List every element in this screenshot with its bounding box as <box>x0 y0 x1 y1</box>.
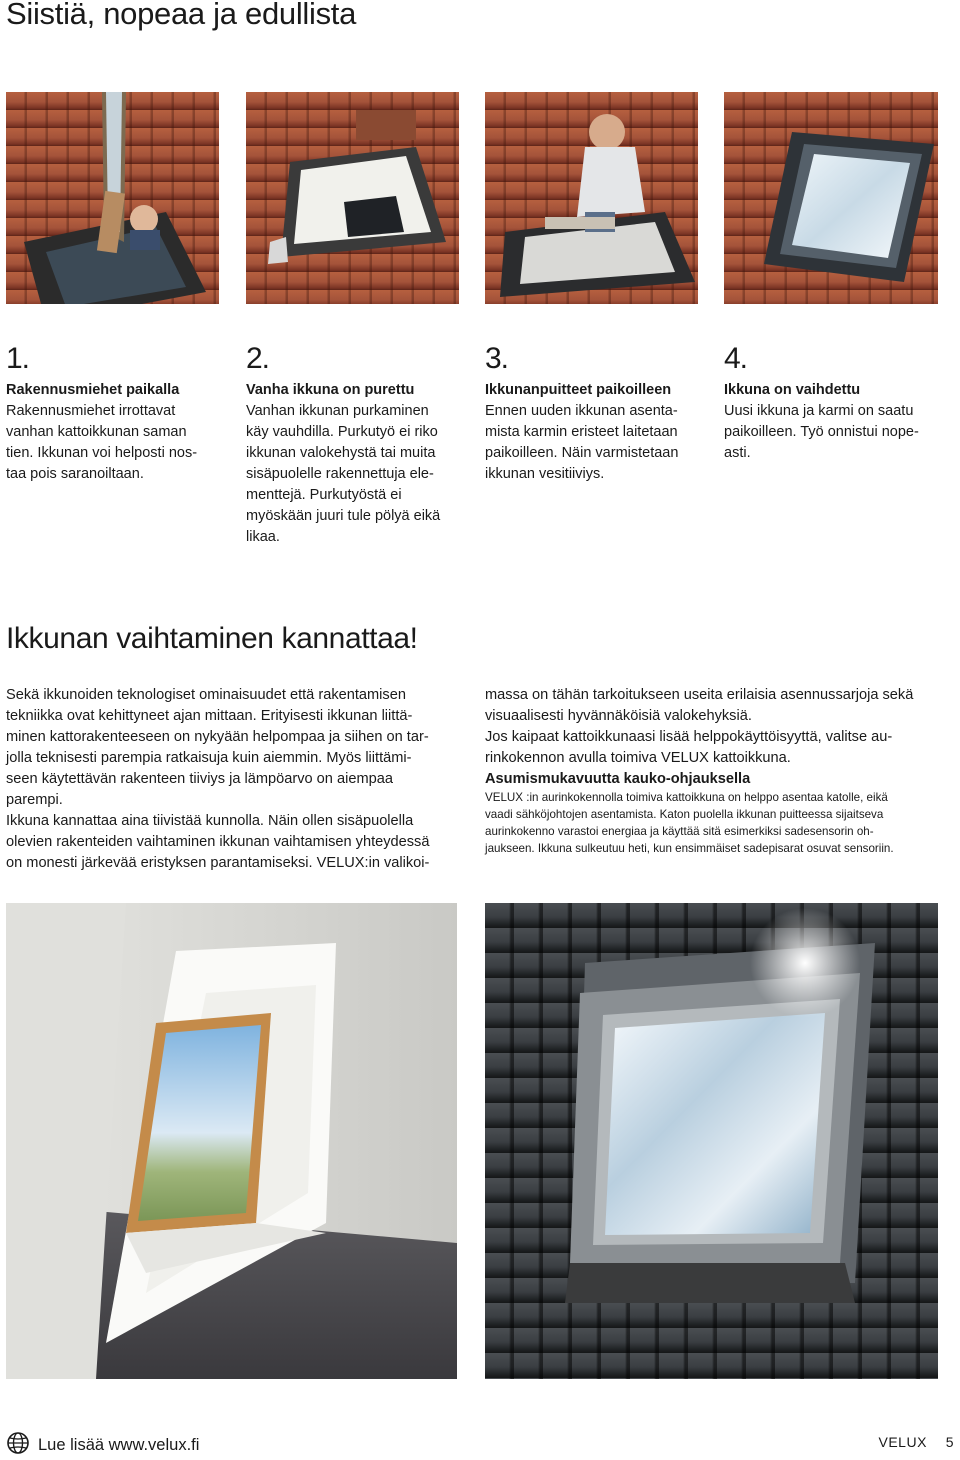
photo-step-2-illustration <box>246 92 459 304</box>
step-number: 2. <box>246 342 270 375</box>
photo-step-2 <box>246 92 459 304</box>
body-column-right <box>485 685 945 857</box>
section-heading: Ikkunan vaihtaminen kannattaa! <box>6 622 418 655</box>
photo-step-1-illustration <box>6 92 219 304</box>
step-title: Vanha ikkuna on purettu <box>246 382 415 398</box>
photo-roof-window-illustration <box>485 903 938 1379</box>
photo-roof-window <box>485 903 938 1379</box>
step-number: 3. <box>485 342 509 375</box>
footer-link[interactable] <box>6 1431 199 1460</box>
step-4 <box>724 344 946 464</box>
small-text: VELUX :in aurinkokennolla toimiva kattoikkuna on helppo asentaa katolle, eikä vaadi sähköjohtojen asentamista. Katon puolella ikkunan puitteessa sijaitseva aurinkokenno varastoi energiaa ja käyttää sitä esimerkiksi sadesensorin oh- jaukseen. Ikkuna sulkeutuu heti, kun ensimmäiset sadepisarat osuvat sensoriin. <box>485 791 894 855</box>
footer-brand: VELUX <box>878 1434 927 1450</box>
page-number: 5 <box>945 1434 954 1450</box>
step-title: Rakennusmiehet paikalla <box>6 382 180 398</box>
step-body: Rakennusmiehet irrottavat vanhan kattoikkunan saman tien. Ikkunan voi helposti nos- taa pois saranoiltaan. <box>6 403 198 482</box>
step-3 <box>485 344 707 485</box>
page-title: Siistiä, nopeaa ja edullista <box>6 0 357 31</box>
subheading: Asumismukavuutta kauko-ohjauksella <box>485 771 751 787</box>
step-title: Ikkuna on vaihdettu <box>724 382 861 398</box>
step-number: 1. <box>6 342 30 375</box>
photo-step-4 <box>724 92 938 304</box>
step-title: Ikkunanpuitteet paikoilleen <box>485 382 672 398</box>
step-body: Uusi ikkuna ja karmi on saatu paikoilleen. Työ onnistui nope- asti. <box>724 403 919 461</box>
step-body: Vanhan ikkunan purkaminen käy vauhdilla. Purkutyö ei riko ikkunan valokehystä tai muita sisäpuolelle rakennettuja ele- menttejä. Purkutyöstä ei myöskään juuri tule pölyä eikä likaa. <box>246 403 441 545</box>
step-2 <box>246 344 468 548</box>
photo-interior-illustration <box>6 903 457 1379</box>
globe-icon <box>6 1431 30 1460</box>
photo-step-1 <box>6 92 219 304</box>
footer-brand-page <box>879 1434 955 1450</box>
photo-step-3 <box>485 92 698 304</box>
body-text: Sekä ikkunoiden teknologiset ominaisuudet että rakentamisen tekniikka ovat kehittyneet ajan mittaan. Erityisesti ikkunan liittä- minen kattorakenteeseen on nykyään helpompaa ja siihen on tar- jolla teknisesti parempia ratkaisuja kuin aiemmin. Myös liittämi- seen käytettävän rakenteen tiiviys ja lämpöarvo on aiempaa parempi. Ikkuna kannattaa aina tiivistää kunnolla. Näin ollen sisäpuolella olevien rakenteiden vaihtaminen ikkunan vaihtamisen yhteydessä on monesti järkevää eristyksen parantamiseksi. VELUX:in valikoi- <box>6 687 430 871</box>
body-column-left <box>6 685 466 874</box>
photo-step-4-illustration <box>724 92 938 304</box>
photo-step-3-illustration <box>485 92 698 304</box>
step-body: Ennen uuden ikkunan asenta- mista karmin eristeet laitetaan paikoilleen. Näin varmistetaan ikkunan vesitiiviys. <box>485 403 679 482</box>
photo-interior <box>6 903 457 1379</box>
step-number: 4. <box>724 342 748 375</box>
footer-link-text[interactable]: Lue lisää www.velux.fi <box>38 1436 200 1454</box>
step-1 <box>6 344 228 485</box>
body-text: massa on tähän tarkoitukseen useita erilaisia asennussarjoja sekä visuaalisesti hyvännäköisiä valokehyksiä. Jos kaipaat kattoikkunaasi lisää helppokäyttöisyyttä, valitse au- rinkokennon avulla toimiva VELUX kattoikkuna. <box>485 687 914 766</box>
